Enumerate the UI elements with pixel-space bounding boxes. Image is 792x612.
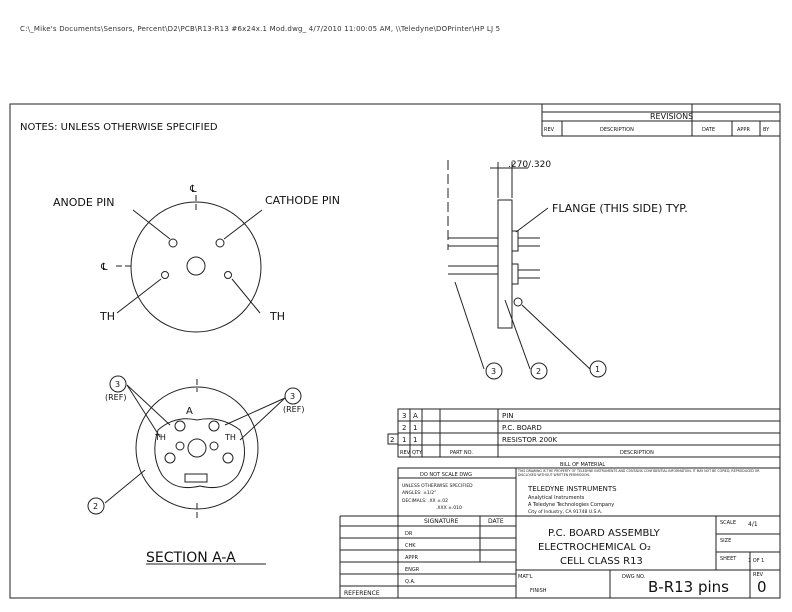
centerline-top: ℄: [190, 184, 197, 195]
sig-header-date: DATE: [488, 518, 504, 525]
company-address: City of Industry, CA 91748 U.S.A.: [528, 510, 603, 515]
company-name: TELEDYNE INSTRUMENTS: [528, 485, 617, 493]
proprietary-notice: THIS DRAWING IS THE PROPERTY OF TELEDYNE INSTRUMENTS AND CONTAINS CONFIDENTIAL INFORMATION. IT MAY NOT BE COPIED, REPRODUCED OR DISCLOSED WITHOUT WRITTEN PERMISSION.: [518, 469, 760, 477]
th-label-left: TH: [100, 310, 115, 323]
file-path-header: C:\_Mike's Documents\Sensors, Percent\D2\PCB\R13-R13 #6x24x.1 Mod.dwg_ 4/7/2010 11:00:05 AM, \\Teledyne\DOPrinter\HP LJ 5: [20, 25, 501, 33]
reference-label: REFERENCE: [344, 590, 380, 597]
section-title: SECTION A-A: [146, 550, 236, 566]
pcb-outline: [131, 202, 261, 332]
anode-pin-label: ANODE PIN: [53, 196, 115, 209]
centerline-left: ℄: [101, 262, 108, 273]
tol-line-4: .XXX ±.010: [436, 506, 462, 511]
anode-pin: [169, 239, 177, 247]
th-pin-left: [162, 272, 169, 279]
size-label: SIZE: [720, 538, 732, 544]
rev-value: 0: [757, 578, 767, 596]
drawing-border: [10, 104, 780, 598]
callout-2-text: 2: [536, 367, 542, 376]
bom-hdr-part: PART NO.: [450, 450, 473, 456]
bom-row2-qty: 2: [402, 424, 407, 432]
do-not-scale: DO NOT SCALE DWG: [420, 472, 472, 478]
side-view: [448, 160, 590, 369]
rev-label: REV: [753, 572, 764, 578]
scale-label: SCALE: [720, 520, 737, 526]
sheet-label: SHEET: [720, 556, 737, 562]
section-callout-3-right-text: 3: [290, 392, 296, 401]
section-callout-3-left-text: 3: [115, 380, 121, 389]
sign-row-4: ENGR: [405, 567, 420, 573]
dwg-no-label: DWG NO.: [622, 574, 646, 580]
sign-row-5: Q.A.: [405, 579, 416, 585]
dwg-number: B-R13 pins: [648, 578, 729, 596]
dimension-label: .270/.320: [508, 160, 552, 170]
callout-1-text: 1: [595, 365, 601, 374]
rev-col-date: DATE: [702, 127, 716, 133]
title-line-2: ELECTROCHEMICAL O₂: [538, 542, 651, 553]
ref-label-right: (REF): [283, 405, 305, 414]
bom-row1-item: A: [413, 412, 418, 420]
th-pin-right: [225, 272, 232, 279]
bom-hdr-qty: QTY: [412, 450, 423, 456]
scale-value: 4/1: [748, 521, 758, 528]
flange-note: FLANGE (THIS SIDE) TYP.: [552, 202, 688, 215]
bom-rev-tag: 2: [390, 436, 395, 444]
bom-row3-qty: 1: [402, 436, 407, 444]
finish-label: FINISH: [530, 588, 547, 594]
bom-hdr-desc: DESCRIPTION: [620, 450, 654, 456]
section-th-right: TH: [225, 433, 236, 442]
section-a-label: A: [186, 406, 193, 417]
company-division: Analytical Instruments: [528, 495, 585, 501]
sign-row-3: APPR: [405, 555, 418, 561]
bom-title: BILL OF MATERIAL: [560, 462, 606, 468]
sheet-value: 1 OF 1: [748, 558, 765, 564]
ref-label-left: (REF): [105, 393, 127, 402]
board-side: [498, 200, 512, 328]
bom-row2-desc: P.C. BOARD: [502, 424, 542, 432]
callout-3-text: 3: [491, 367, 497, 376]
notes-heading: NOTES: UNLESS OTHERWISE SPECIFIED: [20, 122, 218, 133]
sign-row-1: DR: [405, 531, 413, 537]
tol-line-1: UNLESS OTHERWISE SPECIFIED: [402, 484, 473, 489]
company-sub: A Teledyne Technologies Company: [528, 502, 615, 508]
title-line-3: CELL CLASS R13: [560, 556, 643, 567]
section-th-left: TH: [155, 433, 166, 442]
tol-line-2: ANGLES: ±1/2°: [402, 491, 437, 496]
bom-table: [388, 409, 780, 457]
cathode-pin: [216, 239, 224, 247]
matl-label: MAT'L: [518, 574, 533, 580]
cathode-pin-label: CATHODE PIN: [265, 194, 341, 207]
rev-col-appr: APPR: [737, 127, 750, 133]
sig-header-signature: SIGNATURE: [424, 518, 459, 525]
bom-row3-item: 1: [413, 436, 418, 444]
rev-col-rev: REV: [544, 127, 555, 133]
section-callout-2-text: 2: [93, 502, 99, 511]
rev-col-description: DESCRIPTION: [600, 127, 634, 133]
title-line-1: P.C. BOARD ASSEMBLY: [548, 528, 660, 539]
section-view: [105, 379, 285, 520]
bom-hdr-rev: REV: [400, 450, 411, 456]
rev-col-by: BY: [763, 127, 770, 133]
th-label-right: TH: [270, 310, 285, 323]
revisions-title: REVISIONS: [650, 112, 694, 121]
bom-row2-item: 1: [413, 424, 418, 432]
bom-row1-desc: PIN: [502, 412, 514, 420]
bom-row1-qty: 3: [402, 412, 407, 420]
front-view: [116, 195, 262, 332]
tol-line-3: DECIMALS: .XX ±.02: [402, 499, 449, 504]
sign-row-2: CHK: [405, 543, 416, 549]
center-hole: [187, 257, 205, 275]
bom-row3-desc: RESISTOR 200K: [502, 436, 558, 444]
